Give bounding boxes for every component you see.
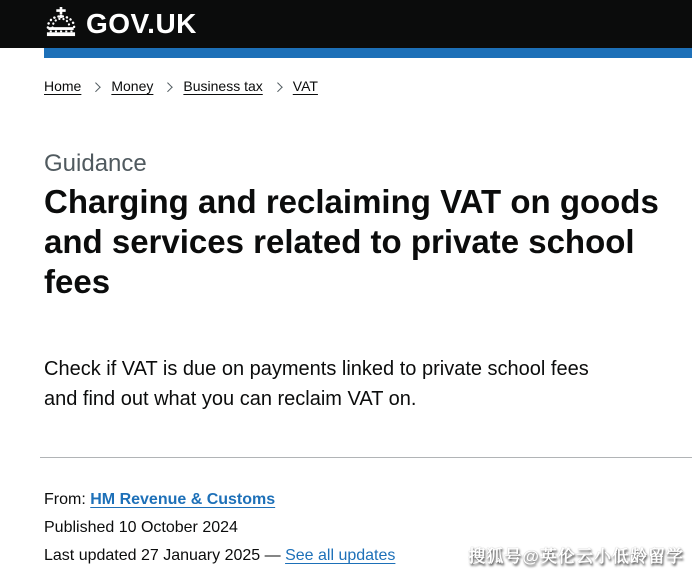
header-divider-blue [44, 48, 692, 58]
sohu-watermark: 搜狐号@英伦云小低龄留学 [468, 547, 684, 566]
chevron-right-icon [163, 82, 173, 92]
page-caption: Guidance [44, 150, 147, 177]
breadcrumb-money[interactable]: Money [111, 78, 154, 94]
lead-paragraph [44, 354, 664, 414]
main-content [0, 151, 692, 564]
page-title-line: and services related to private school [44, 223, 635, 260]
page-title [44, 182, 664, 302]
page-title-line: fees [44, 263, 111, 300]
lead-line: and find out what you can reclaim VAT on. [44, 388, 417, 410]
header-divider [0, 48, 692, 58]
chevron-right-icon [91, 82, 101, 92]
see-all-updates-link[interactable]: See all updates [285, 547, 396, 564]
breadcrumb-vat[interactable]: VAT [292, 78, 318, 94]
crown-icon [44, 7, 78, 42]
from-label: From: [44, 491, 86, 508]
chevron-right-icon [273, 82, 283, 92]
breadcrumb [44, 78, 662, 94]
metadata-published: Published 10 October 2024 [44, 519, 238, 536]
page-title-line: Charging and reclaiming VAT on goods [44, 183, 659, 220]
govuk-header [0, 0, 692, 48]
govuk-logo-text: GOV.UK [86, 8, 197, 39]
govuk-home-link[interactable] [44, 7, 197, 42]
last-updated-text: Last updated 27 January 2025 — [44, 547, 281, 564]
lead-line: Check if VAT is due on payments linked to private school fees [44, 358, 589, 380]
breadcrumb-business-tax[interactable]: Business tax [183, 78, 263, 94]
metadata-divider [40, 457, 692, 458]
hmrc-link[interactable]: HM Revenue & Customs [90, 491, 276, 508]
metadata-from [0, 491, 692, 508]
breadcrumb-home[interactable]: Home [44, 78, 82, 94]
